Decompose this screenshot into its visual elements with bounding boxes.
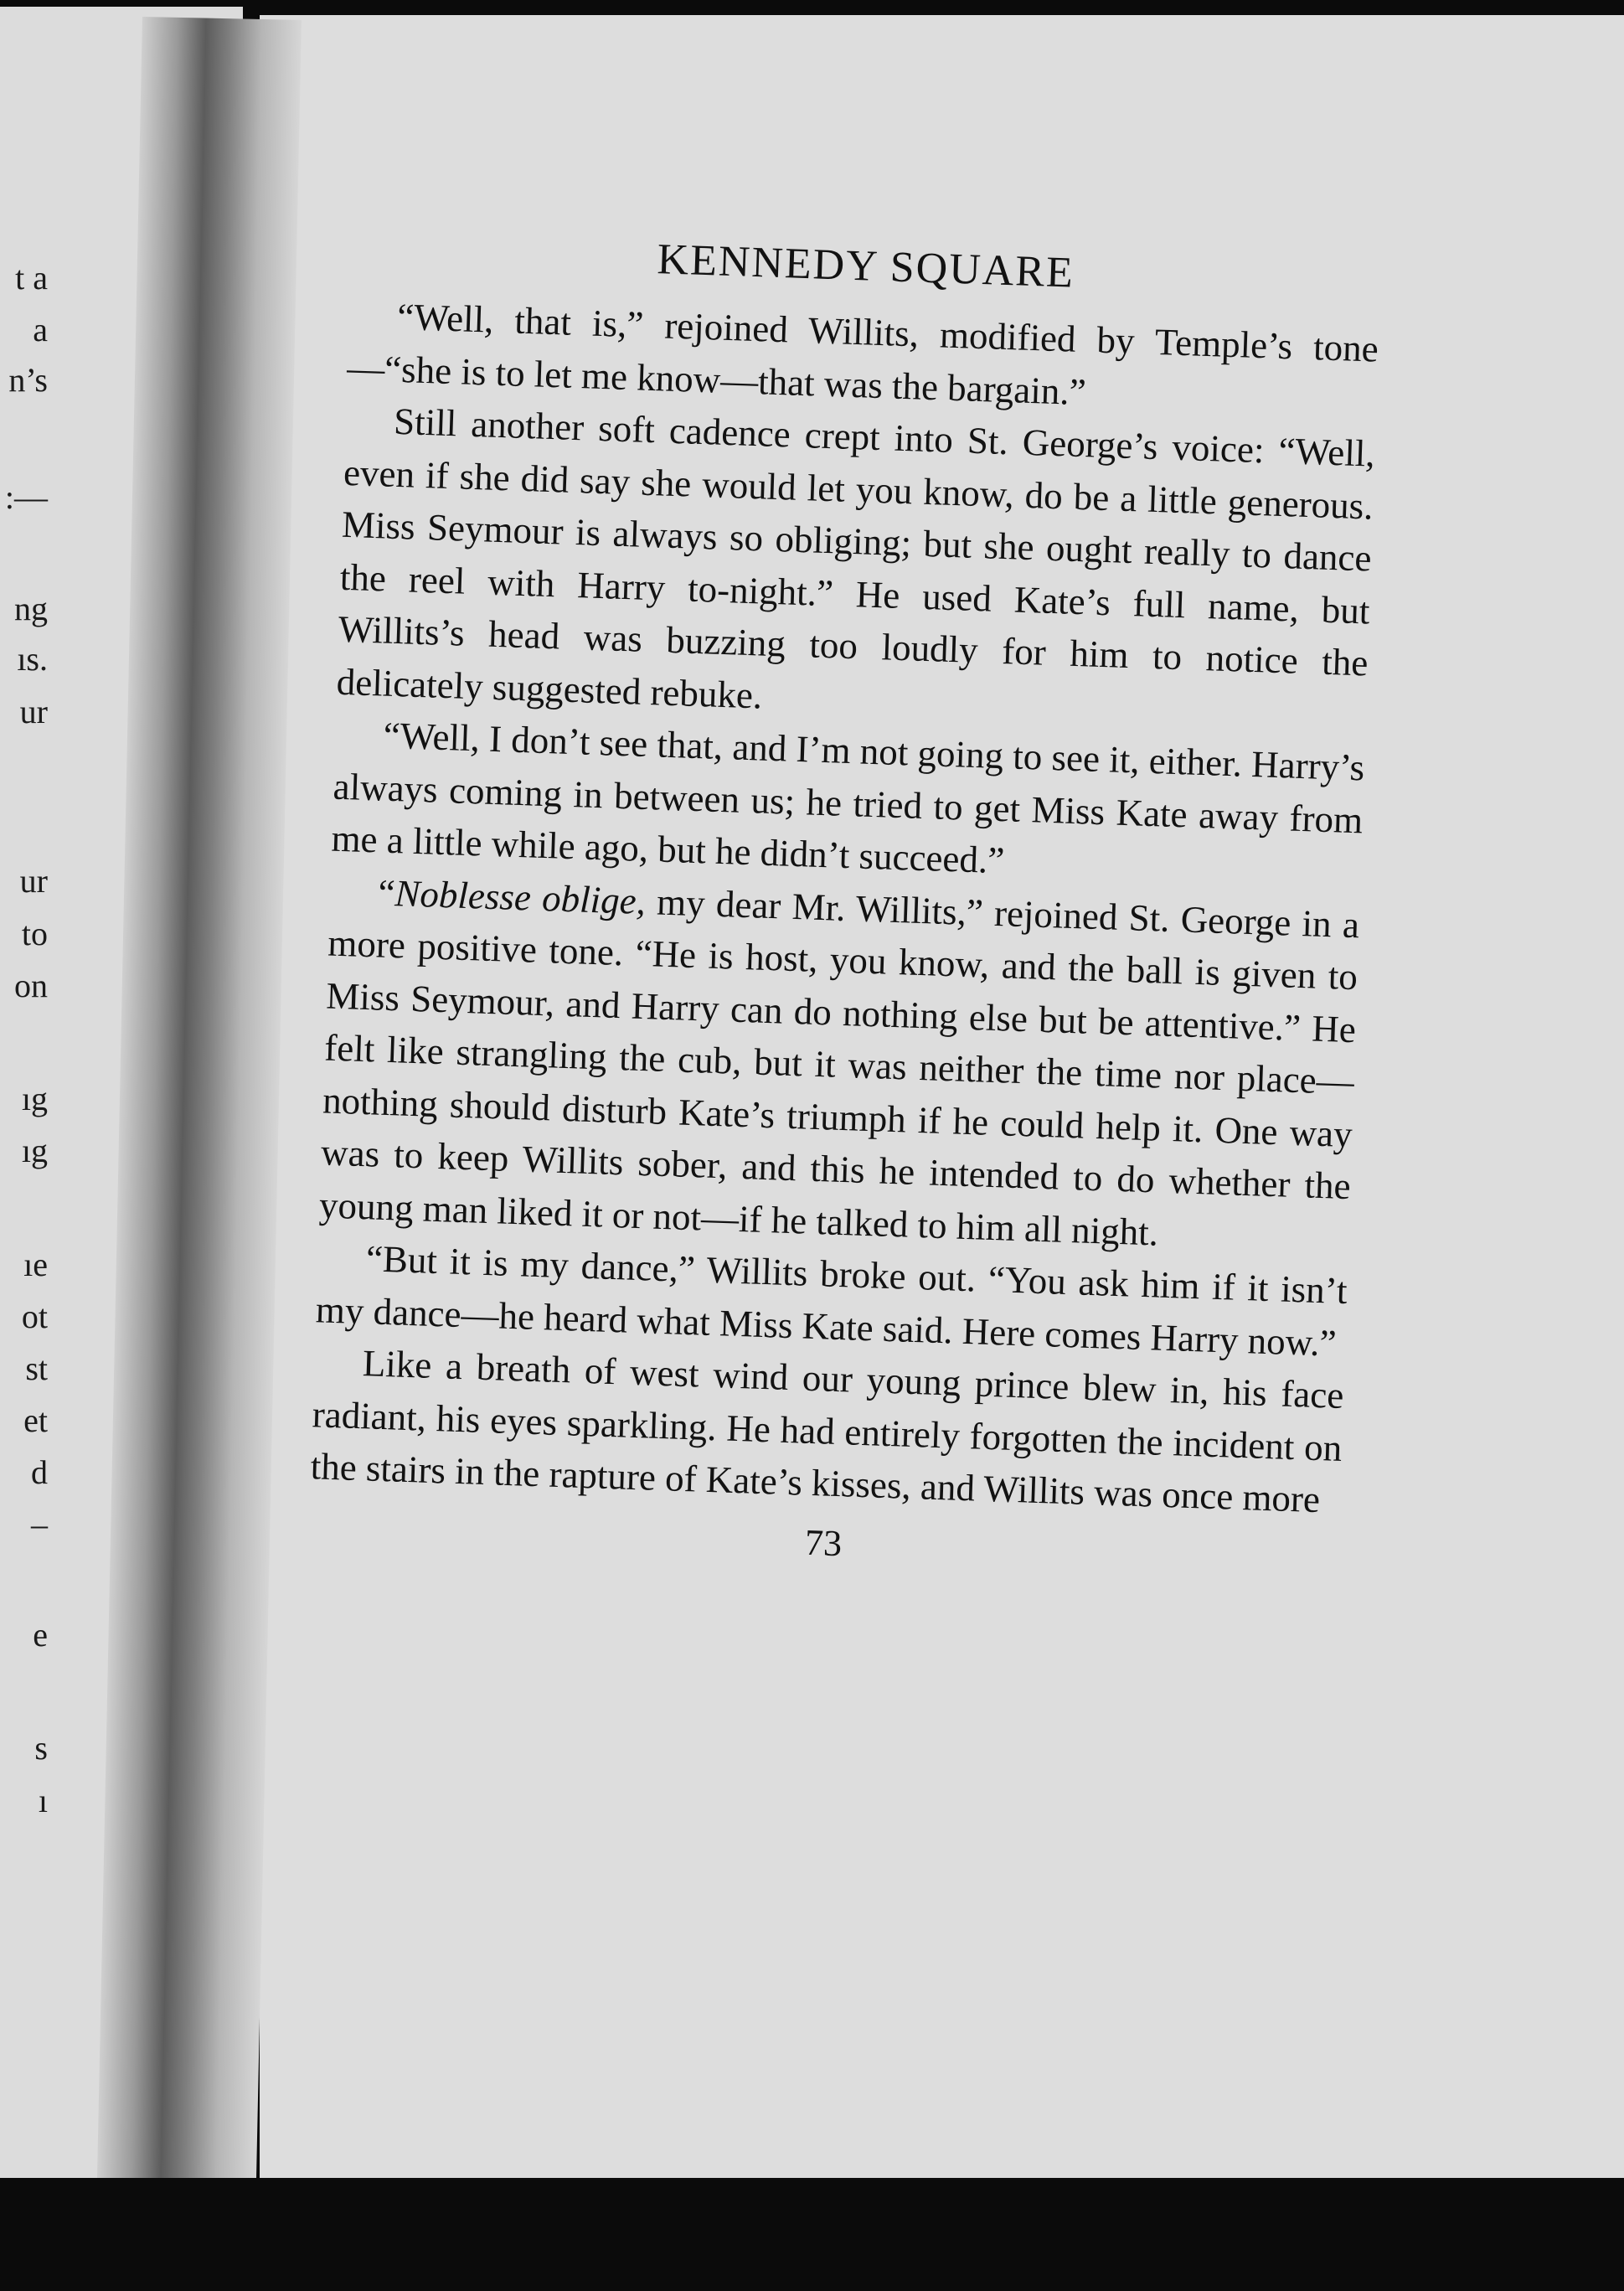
left-fragment: ıg — [21, 1132, 48, 1169]
paragraph: “Well, that is,” rejoined Willits, modified by Temple’s tone—“she is to let me know—that was the bargain.” — [346, 295, 1379, 413]
left-fragment: ıg — [21, 1080, 48, 1117]
paragraph: “Well, I don’t see that, and I’m not going to see it, either. Harry’s always coming in between us; he tried to get Miss Kate away from me a little while ago, but he didn’t succeed.” — [330, 714, 1365, 882]
left-fragment: ı — [38, 1782, 48, 1819]
italic-phrase: Noblesse oblige, — [394, 871, 647, 922]
left-fragment: to — [21, 915, 48, 952]
left-fragment: s — [34, 1729, 48, 1767]
left-fragment: st — [25, 1349, 48, 1387]
paragraph: Like a breath of west wind our young prince blew in, his face radiant, his eyes sparkling. He had entirely forgotten the incident on the stairs in the rapture of Kate’s kisses, and Willits was once more — [310, 1342, 1345, 1521]
page-number: 73 — [804, 1521, 843, 1564]
paragraph: “But it is my dance,” Willits broke out. “You ask him if it isn’t my dance—he heard what Miss Kate said. Here comes Harry now.” — [315, 1237, 1348, 1365]
left-fragment: d — [31, 1453, 48, 1491]
open-quote: “ — [377, 870, 396, 914]
right-book-page — [260, 15, 1624, 2218]
left-fragment: ur — [19, 862, 48, 900]
left-fragment: :— — [4, 478, 48, 516]
left-fragment: ot — [21, 1298, 48, 1335]
left-fragment: a — [33, 311, 48, 348]
paragraph: Still another soft cadence crept into St. George’s voice: “Well, even if she did say she would let you know, do be a little generous. Miss Seymour is always so obliging; but she ought really to dance the reel with Harry to-night.” He used Kate’s full name, but Willits’s head was buzzing too loudly for him to notice the delicately suggested rebuke. — [336, 400, 1376, 717]
left-fragment: ur — [19, 693, 48, 730]
left-fragment: e — [33, 1616, 48, 1654]
page-content — [308, 224, 1382, 1581]
running-head: KENNEDY SQUARE — [656, 235, 1075, 297]
scan-bottom-edge — [0, 2178, 1624, 2291]
left-fragment: ıe — [23, 1246, 48, 1283]
left-fragment: ng — [14, 590, 48, 627]
left-fragment: n’s — [8, 361, 48, 399]
left-fragment: ıs. — [17, 640, 48, 678]
paragraph-continuation: my dear Mr. Willits,” rejoined St. George in a more positive tone. “He is host, you know, and the ball is given to Miss Seymour, and Harry can do nothing else but be attentive.” He felt like strangling the cub, but it was neither the time nor place—nothing should disturb Kate’s triumph if he could help it. One way was to keep Willits sober, and this he intended to do whether the young man liked it or not—if he talked to him all night. — [318, 880, 1360, 1254]
left-fragment: – — [31, 1505, 48, 1543]
left-fragment: on — [14, 967, 48, 1004]
left-fragment: t a — [15, 259, 48, 297]
left-fragment: et — [23, 1401, 48, 1439]
paragraph — [318, 864, 1360, 1265]
